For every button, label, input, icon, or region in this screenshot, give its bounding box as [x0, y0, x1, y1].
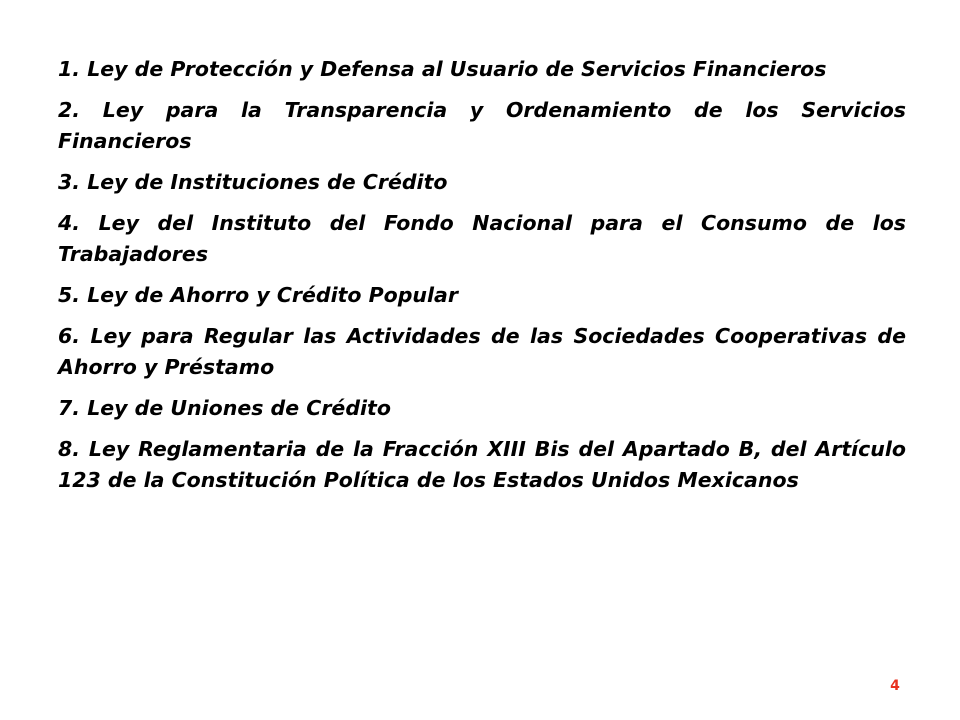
- law-item-2: 2. Ley para la Transparencia y Ordenamiento de los Servicios Financieros: [58, 98, 906, 153]
- law-item-7: 7. Ley de Uniones de Crédito: [58, 396, 391, 420]
- page-number: 4: [890, 678, 900, 694]
- law-item-6: 6. Ley para Regular las Actividades de las Sociedades Cooperativas de Ahorro y Préstamo: [58, 324, 906, 379]
- law-item-8: 8. Ley Reglamentaria de la Fracción XIII Bis del Apartado B, del Artículo 123 de la Constitución Política de los Estados Unidos Mexicanos: [58, 437, 906, 492]
- law-item-5: 5. Ley de Ahorro y Crédito Popular: [58, 283, 458, 307]
- law-item-3: 3. Ley de Instituciones de Crédito: [58, 170, 448, 194]
- law-item-4: 4. Ley del Instituto del Fondo Nacional para el Consumo de los Trabajadores: [58, 211, 906, 266]
- law-item-1: 1. Ley de Protección y Defensa al Usuario de Servicios Financieros: [58, 57, 827, 81]
- law-list: [58, 54, 906, 506]
